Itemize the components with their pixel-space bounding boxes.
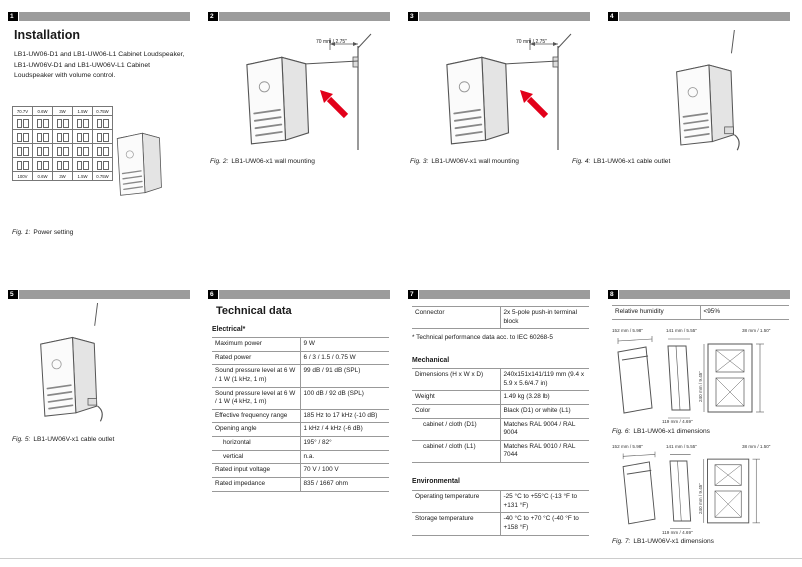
fig7-caption bbox=[612, 538, 714, 545]
panel-header-bar bbox=[19, 290, 190, 299]
power-tap-icon bbox=[33, 130, 53, 144]
row-label: Rated input voltage bbox=[212, 464, 301, 477]
table-row bbox=[212, 478, 389, 492]
electrical-table bbox=[212, 337, 389, 492]
row-value: -40 °C to +70 °C (-40 °F to +158 °F) bbox=[503, 515, 579, 531]
electrical-heading: Electrical* bbox=[212, 326, 246, 333]
speaker-drawing bbox=[108, 118, 174, 204]
table-row bbox=[212, 352, 389, 366]
power-tap-icon bbox=[73, 130, 93, 144]
fig4-caption-text: LB1-UW06-x1 cable outlet bbox=[593, 158, 671, 165]
panel-header-bar bbox=[619, 290, 790, 299]
fig6-caption bbox=[612, 428, 710, 435]
panel-number: 2 bbox=[208, 12, 219, 21]
power-setting-table bbox=[12, 106, 113, 181]
power-tap-icon bbox=[33, 144, 53, 158]
table-row bbox=[412, 307, 589, 329]
row-value: Black (D1) or white (L1) bbox=[503, 406, 571, 414]
row-label: Connector bbox=[412, 307, 501, 328]
table-row bbox=[212, 338, 389, 352]
panel-header-bar bbox=[419, 12, 590, 21]
humidity-table bbox=[612, 305, 789, 320]
panel-number: 5 bbox=[8, 290, 19, 299]
row-label: Color bbox=[412, 405, 501, 418]
power-tap-icon bbox=[53, 158, 73, 172]
row-label: Operating temperature bbox=[412, 491, 501, 512]
fig1-caption bbox=[12, 229, 73, 236]
dimension-label: 152 mm / 5.98" bbox=[612, 444, 643, 449]
panel-header-6 bbox=[208, 290, 390, 299]
row-value: 185 Hz to 17 kHz (-10 dB) bbox=[303, 411, 378, 419]
fig7-dimension-drawing bbox=[612, 446, 788, 536]
power-tap-icon bbox=[53, 116, 73, 130]
panel-header-bar bbox=[619, 12, 790, 21]
cable-outlet-figure bbox=[658, 30, 770, 156]
fig7-caption-text: LB1-UW06V-x1 dimensions bbox=[633, 538, 714, 545]
fig6-caption-label: Fig. 6: bbox=[612, 428, 631, 435]
fig4-caption bbox=[572, 158, 670, 165]
power-tap-header: 1.5W bbox=[73, 107, 93, 116]
table-row bbox=[212, 410, 389, 424]
row-label: cabinet / cloth (L1) bbox=[412, 441, 501, 462]
panel-number: 7 bbox=[408, 290, 419, 299]
row-label: Storage temperature bbox=[412, 513, 501, 534]
cable-outlet-figure bbox=[25, 300, 130, 430]
connector-table bbox=[412, 306, 589, 329]
row-value: Matches RAL 9010 / RAL 7044 bbox=[503, 442, 576, 459]
table-row bbox=[212, 464, 389, 478]
fig6-caption-text: LB1-UW06-x1 dimensions bbox=[633, 428, 710, 435]
fig7-caption-label: Fig. 7: bbox=[612, 538, 631, 545]
fig3-caption bbox=[410, 158, 519, 165]
technical-data-title: Technical data bbox=[216, 305, 292, 317]
row-value: 70 V / 100 V bbox=[303, 466, 339, 474]
dimension-label: 119 mm / 4.69" bbox=[662, 530, 693, 535]
row-value: 100 dB / 92 dB (SPL) bbox=[303, 389, 364, 397]
row-value: 195° / 82° bbox=[303, 439, 332, 447]
table-row bbox=[412, 391, 589, 405]
panel-header-3 bbox=[408, 12, 590, 21]
wall-mounting-figure bbox=[432, 30, 572, 154]
dimension-label: 38 mm / 1.50" bbox=[742, 444, 771, 449]
panel-number: 8 bbox=[608, 290, 619, 299]
dimension-label: 240 mm / 9.45" bbox=[698, 371, 703, 402]
panel-header-8 bbox=[608, 290, 790, 299]
power-tap-header: 70.7V bbox=[13, 107, 33, 116]
fig1-caption-text: Power setting bbox=[33, 229, 74, 236]
power-tap-icon bbox=[73, 144, 93, 158]
table-row bbox=[412, 441, 589, 463]
table-row bbox=[212, 451, 389, 465]
panel-number: 3 bbox=[408, 12, 419, 21]
mechanical-heading: Mechanical bbox=[412, 357, 450, 364]
dimension-label: 141 mm / 5.55" bbox=[666, 328, 697, 333]
fig5-caption bbox=[12, 436, 114, 443]
wall-mounting-figure bbox=[232, 30, 372, 154]
power-tap-icon bbox=[13, 130, 33, 144]
fig2-caption bbox=[210, 158, 315, 165]
installation-body: LB1-UW06-D1 and LB1-UW06-L1 Cabinet Loudspeaker, LB1-UW06V-D1 and LB1-UW06V-L1 Cabinet Loudspeaker with volume control. bbox=[14, 51, 185, 80]
mechanical-table bbox=[412, 368, 589, 463]
row-label: horizontal bbox=[212, 437, 301, 450]
row-label: Rated power bbox=[212, 352, 301, 365]
panel-number: 4 bbox=[608, 12, 619, 21]
panel-number: 6 bbox=[208, 290, 219, 299]
fig2-caption-text: LB1-UW06-x1 wall mounting bbox=[231, 158, 315, 165]
row-label: Dimensions (H x W x D) bbox=[412, 369, 501, 390]
panel-header-1 bbox=[8, 12, 190, 21]
fig2-caption-label: Fig. 2: bbox=[210, 158, 229, 165]
table-row bbox=[212, 437, 389, 451]
row-label: Rated impedance bbox=[212, 478, 301, 491]
panel-header-2 bbox=[208, 12, 390, 21]
row-value: -25 °C to +55°C (-13 °F to +131 °F) bbox=[503, 493, 578, 509]
power-tap-footer: 0.75W bbox=[93, 172, 113, 181]
table-row bbox=[412, 419, 589, 441]
power-tap-icon bbox=[33, 116, 53, 130]
table-row bbox=[412, 513, 589, 535]
panel-number: 1 bbox=[8, 12, 19, 21]
panel-header-bar bbox=[19, 12, 190, 21]
panel-header-4 bbox=[608, 12, 790, 21]
row-value: 240x151x141/119 mm (9.4 x 5.9 x 5.6/4.7 in) bbox=[503, 371, 585, 387]
power-tap-footer: 0.6W bbox=[33, 172, 53, 181]
dimension-label: 119 mm / 4.69" bbox=[662, 419, 693, 424]
table-row bbox=[412, 405, 589, 419]
panel-header-bar bbox=[419, 290, 590, 299]
row-label: Sound pressure level at 6 W / 1 W (4 kHz, 1 m) bbox=[212, 388, 301, 409]
row-label: Effective frequency range bbox=[212, 410, 301, 423]
row-value: n.a. bbox=[303, 452, 315, 460]
environmental-heading: Environmental bbox=[412, 478, 460, 485]
power-tap-footer: 100V bbox=[13, 172, 33, 181]
dimension-label: 70 mm / 2.75" bbox=[316, 39, 347, 45]
fig6-dimension-drawing bbox=[612, 330, 788, 426]
row-value: 9 W bbox=[303, 340, 315, 347]
table-row bbox=[412, 491, 589, 513]
table-row bbox=[212, 388, 389, 410]
row-value: 6 / 3 / 1.5 / 0.75 W bbox=[303, 353, 356, 361]
row-label: Weight bbox=[412, 391, 501, 404]
power-tap-icon bbox=[13, 116, 33, 130]
power-tap-icon bbox=[33, 158, 53, 172]
dimension-label: 240 mm / 9.45" bbox=[698, 483, 703, 514]
power-tap-footer: 1.5W bbox=[73, 172, 93, 181]
power-tap-icon bbox=[53, 144, 73, 158]
fig4-caption-label: Fig. 4: bbox=[572, 158, 591, 165]
power-tap-header: 3W bbox=[53, 107, 73, 116]
power-tap-header: 0.6W bbox=[33, 107, 53, 116]
dimension-label: 70 mm / 2.75" bbox=[516, 39, 547, 45]
installation-title: Installation bbox=[14, 28, 80, 42]
row-label: Maximum power bbox=[212, 338, 301, 351]
row-value: <95% bbox=[703, 308, 721, 315]
panel-header-bar bbox=[219, 12, 390, 21]
dimension-label: 38 mm / 1.50" bbox=[742, 328, 771, 333]
row-value: 1.49 kg (3.28 lb) bbox=[503, 393, 550, 401]
panel-header-5 bbox=[8, 290, 190, 299]
panel-header-bar bbox=[219, 290, 390, 299]
row-label: Relative humidity bbox=[612, 306, 701, 319]
power-tap-icon bbox=[53, 130, 73, 144]
fig1-caption-label: Fig. 1: bbox=[12, 229, 31, 236]
power-tap-header: 0.75W bbox=[93, 107, 113, 116]
fig5-caption-text: LB1-UW06V-x1 cable outlet bbox=[33, 436, 115, 443]
row-label: Opening angle bbox=[212, 423, 301, 436]
environmental-table bbox=[412, 490, 589, 536]
power-tap-icon bbox=[73, 158, 93, 172]
table-row bbox=[212, 423, 389, 437]
table-row bbox=[212, 365, 389, 387]
page-bottom-rule bbox=[0, 558, 802, 559]
table-row bbox=[412, 369, 589, 391]
row-label: Sound pressure level at 6 W / 1 W (1 kHz, 1 m) bbox=[212, 365, 301, 386]
panel-header-7 bbox=[408, 290, 590, 299]
row-value: 835 / 1667 ohm bbox=[303, 480, 348, 488]
power-tap-icon bbox=[13, 144, 33, 158]
row-value: 2x 5-pole push-in terminal block bbox=[503, 309, 578, 325]
fig3-caption-label: Fig. 3: bbox=[410, 158, 429, 165]
row-label: cabinet / cloth (D1) bbox=[412, 419, 501, 440]
power-tap-icon bbox=[13, 158, 33, 172]
row-label: vertical bbox=[212, 451, 301, 464]
fig3-caption-text: LB1-UW06V-x1 wall mounting bbox=[431, 158, 519, 165]
dimension-label: 152 mm / 5.98" bbox=[612, 328, 643, 333]
power-tap-footer: 3W bbox=[53, 172, 73, 181]
row-value: 1 kHz / 4 kHz (-6 dB) bbox=[303, 425, 363, 433]
fig5-caption-label: Fig. 5: bbox=[12, 436, 31, 443]
dimension-label: 141 mm / 5.55" bbox=[666, 444, 697, 449]
row-value: Matches RAL 9004 / RAL 9004 bbox=[503, 420, 576, 437]
table-row bbox=[612, 306, 789, 320]
row-value: 99 dB / 91 dB (SPL) bbox=[303, 367, 361, 375]
technical-footnote: * Technical performance data acc. to IEC 60268-5 bbox=[412, 334, 553, 341]
power-tap-icon bbox=[73, 116, 93, 130]
